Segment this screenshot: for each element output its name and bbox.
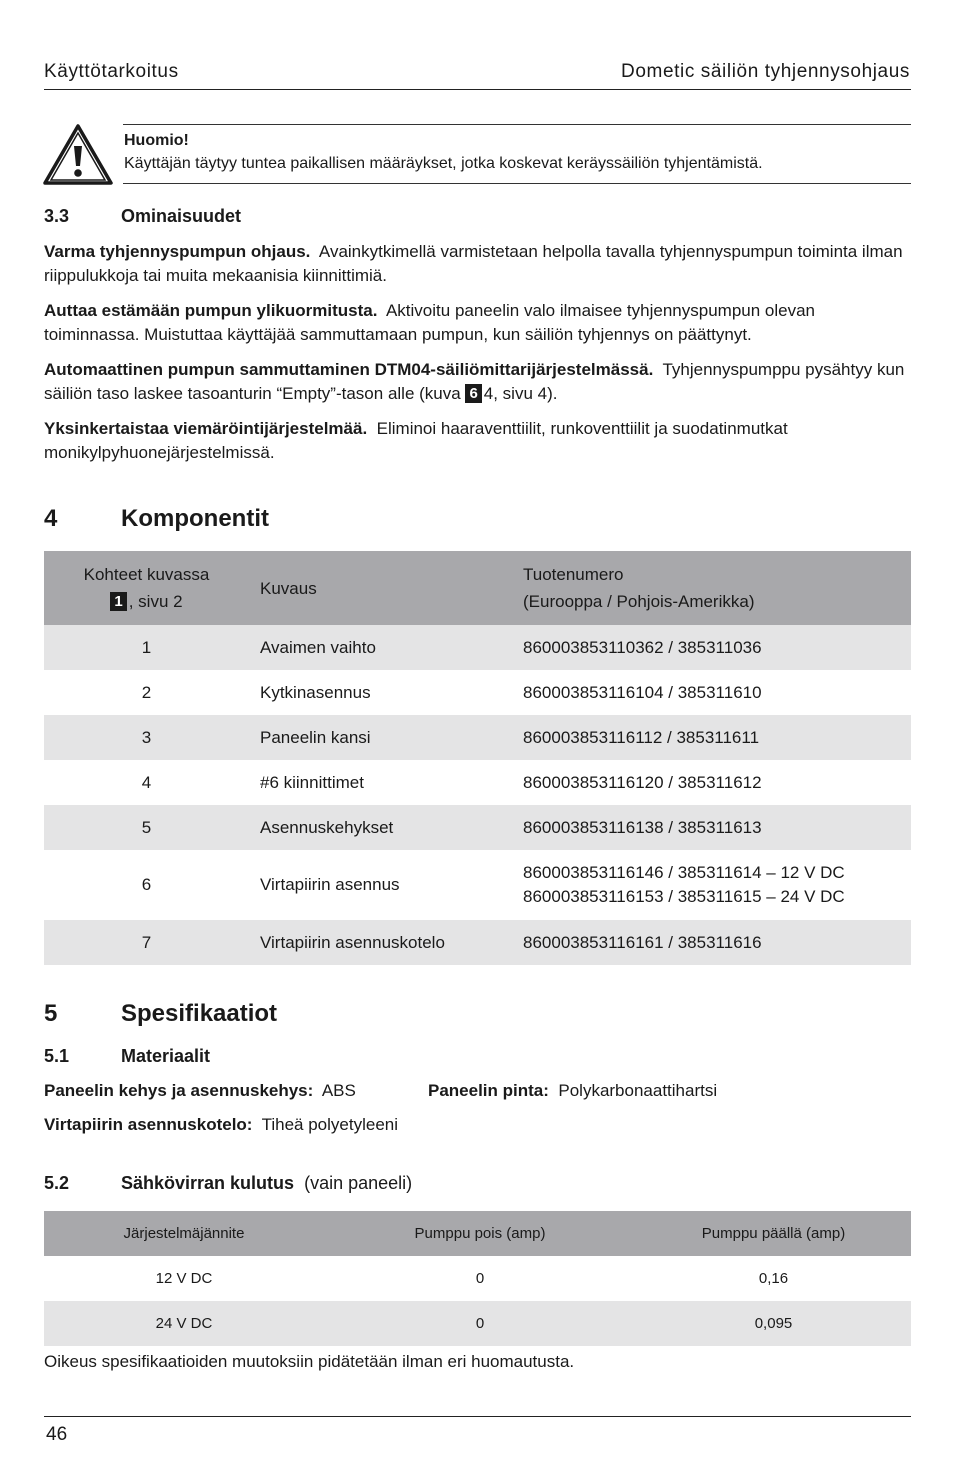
section-4-title: Komponentit [121,505,269,532]
feature-lead: Auttaa estämään pumpun ylikuormitusta. [44,301,378,320]
part-number-24v: 860003853116153 / 385311615 – 24 V DC [523,887,845,906]
voltage-cell: 12 V DC [155,1270,213,1287]
col-voltage-header: Järjestelmäjännite [44,1211,324,1256]
feature-text: Aktivoitu paneelin valo ilmaisee tyhjennyspumpun olevan toiminnassa. Muistuttaa käyttäjää sammuttamaan pumpun, kun säiliön tyhjennys on päättynyt. [44,301,816,344]
running-header-left: Käyttötarkoitus [44,61,179,82]
section-5-number: 5 [44,1000,58,1027]
feature-text: Tyhjennyspumppu pysähtyy kun säiliön taso laskee tasoanturin “Empty”-tason alle (kuva [44,360,905,403]
section-5-title: Spesifikaatiot [121,1000,278,1027]
item-part-number: 860003853116112 / 385311611 [513,715,911,760]
item-number: 6 [141,875,152,894]
section-5-2-number: 5.2 [44,1173,70,1193]
figure-ref-badge: 1 [110,592,126,611]
item-part-number: 860003853116104 / 385311610 [523,682,762,702]
table-row [44,1301,911,1346]
item-description: Asennuskehykset [249,805,513,850]
footer-rule [44,1416,911,1417]
table-row [44,1256,911,1301]
specification-note: Oikeus spesifikaatioiden muutoksiin pidätetään ilman eri huomautusta. [44,1352,575,1371]
section-5-1-title: Materiaalit [121,1046,211,1066]
section-5-2-title: Sähkövirran kulutus [121,1173,295,1193]
feature-paragraph [44,417,910,465]
pump-on-cell: 0,16 [758,1270,789,1287]
material-value: Tiheä polyetyleeni [261,1115,399,1134]
pump-on-cell: 0,095 [636,1301,911,1346]
material-surface [428,1081,717,1101]
item-number: 3 [44,715,249,760]
page-number: 46 [46,1424,68,1445]
table-row [44,760,911,805]
col-pump-off-header: Pumppu pois (amp) [324,1211,636,1256]
pump-off-cell: 0 [324,1301,636,1346]
item-description: Virtapiirin asennus [260,875,400,894]
col-part-number-header [513,551,911,625]
running-header-right: Dometic säiliön tyhjennysohjaus [621,61,910,82]
table-header-row [44,551,911,625]
col-items-line2: , sivu 2 [128,592,183,611]
section-5-1-number: 5.1 [44,1046,70,1066]
item-number: 5 [44,805,249,850]
feature-lead: Yksinkertaistaa viemäröintijärjestelmää. [44,419,368,438]
item-description: #6 kiinnittimet [260,772,364,792]
item-number: 2 [141,682,152,702]
item-number: 4 [141,772,152,792]
figure-ref-badge: 6 [465,384,481,403]
feature-text: Eliminoi haaraventtiilit, runkoventtiilit ja suodatinmutkat monikylpyhuonejärjestelmissä. [44,419,788,462]
item-number: 7 [44,920,249,965]
section-3-3-title: Ominaisuudet [121,206,242,226]
table-row [44,850,911,920]
item-number: 1 [44,625,249,670]
components-table [44,551,911,965]
feature-paragraph [44,358,910,406]
item-part-number: 860003853116138 / 385311613 [513,805,911,850]
material-housing [44,1115,398,1135]
feature-lead: Automaattinen pumpun sammuttaminen DTM04-säiliömittarijärjestelmässä. [44,360,654,379]
table-row [44,920,911,965]
warning-top-rule [123,124,911,125]
header-rule [44,89,911,90]
feature-paragraph [44,299,910,347]
power-consumption-table [44,1211,911,1346]
col-description-header: Kuvaus [249,551,513,625]
col-pump-on-header: Pumppu päällä (amp) [636,1211,911,1256]
feature-paragraph [44,240,910,288]
feature-lead: Varma tyhjennyspumpun ohjaus. [44,242,311,261]
warning-text: Käyttäjän täytyy tuntea paikallisen määräykset, jotka koskevat keräyssäiliön tyhjentämistä. [124,155,763,172]
warning-triangle-icon [43,124,113,186]
table-row [44,715,911,760]
feature-text-after: 4, sivu 4). [483,384,558,403]
material-frame [44,1081,356,1101]
table-row [44,670,911,715]
section-4-number: 4 [44,505,58,532]
col-part-line2: (Eurooppa / Pohjois-Amerikka) [523,592,755,611]
section-5-2-heading [121,1173,412,1194]
item-part-number: 860003853116161 / 385311616 [513,920,911,965]
warning-title: Huomio! [124,132,189,149]
warning-bottom-rule [123,183,911,184]
part-number-12v: 860003853116146 / 385311614 – 12 V DC [523,863,845,882]
table-header-row [44,1211,911,1256]
item-description: Virtapiirin asennuskotelo [249,920,513,965]
material-label: Paneelin pinta: [428,1081,549,1100]
item-description: Avaimen vaihto [249,625,513,670]
feature-text: Avainkytkimellä varmistetaan helpolla tavalla tyhjennyspumpun toiminta ilman riippulukkoja tai muita mekaanisia kiinnittimiä. [44,242,903,285]
item-description: Kytkinasennus [260,682,371,702]
voltage-cell: 24 V DC [44,1301,324,1346]
col-items-line1: Kohteet kuvassa [83,565,210,584]
pump-off-cell: 0 [475,1270,485,1287]
item-part-number: 860003853116120 / 385311612 [523,772,762,792]
table-row [44,625,911,670]
section-3-3-number: 3.3 [44,206,70,226]
col-part-line1: Tuotenumero [523,565,624,584]
col-items-header [44,551,249,625]
material-label: Paneelin kehys ja asennuskehys: [44,1081,314,1100]
item-description: Paneelin kansi [249,715,513,760]
section-5-2-subtitle: (vain paneeli) [304,1173,413,1193]
item-part-number [513,850,911,920]
table-row [44,805,911,850]
material-value: Polykarbonaattihartsi [558,1081,718,1100]
material-label: Virtapiirin asennuskotelo: [44,1115,253,1134]
item-part-number: 860003853110362 / 385311036 [513,625,911,670]
material-value: ABS [321,1081,356,1100]
